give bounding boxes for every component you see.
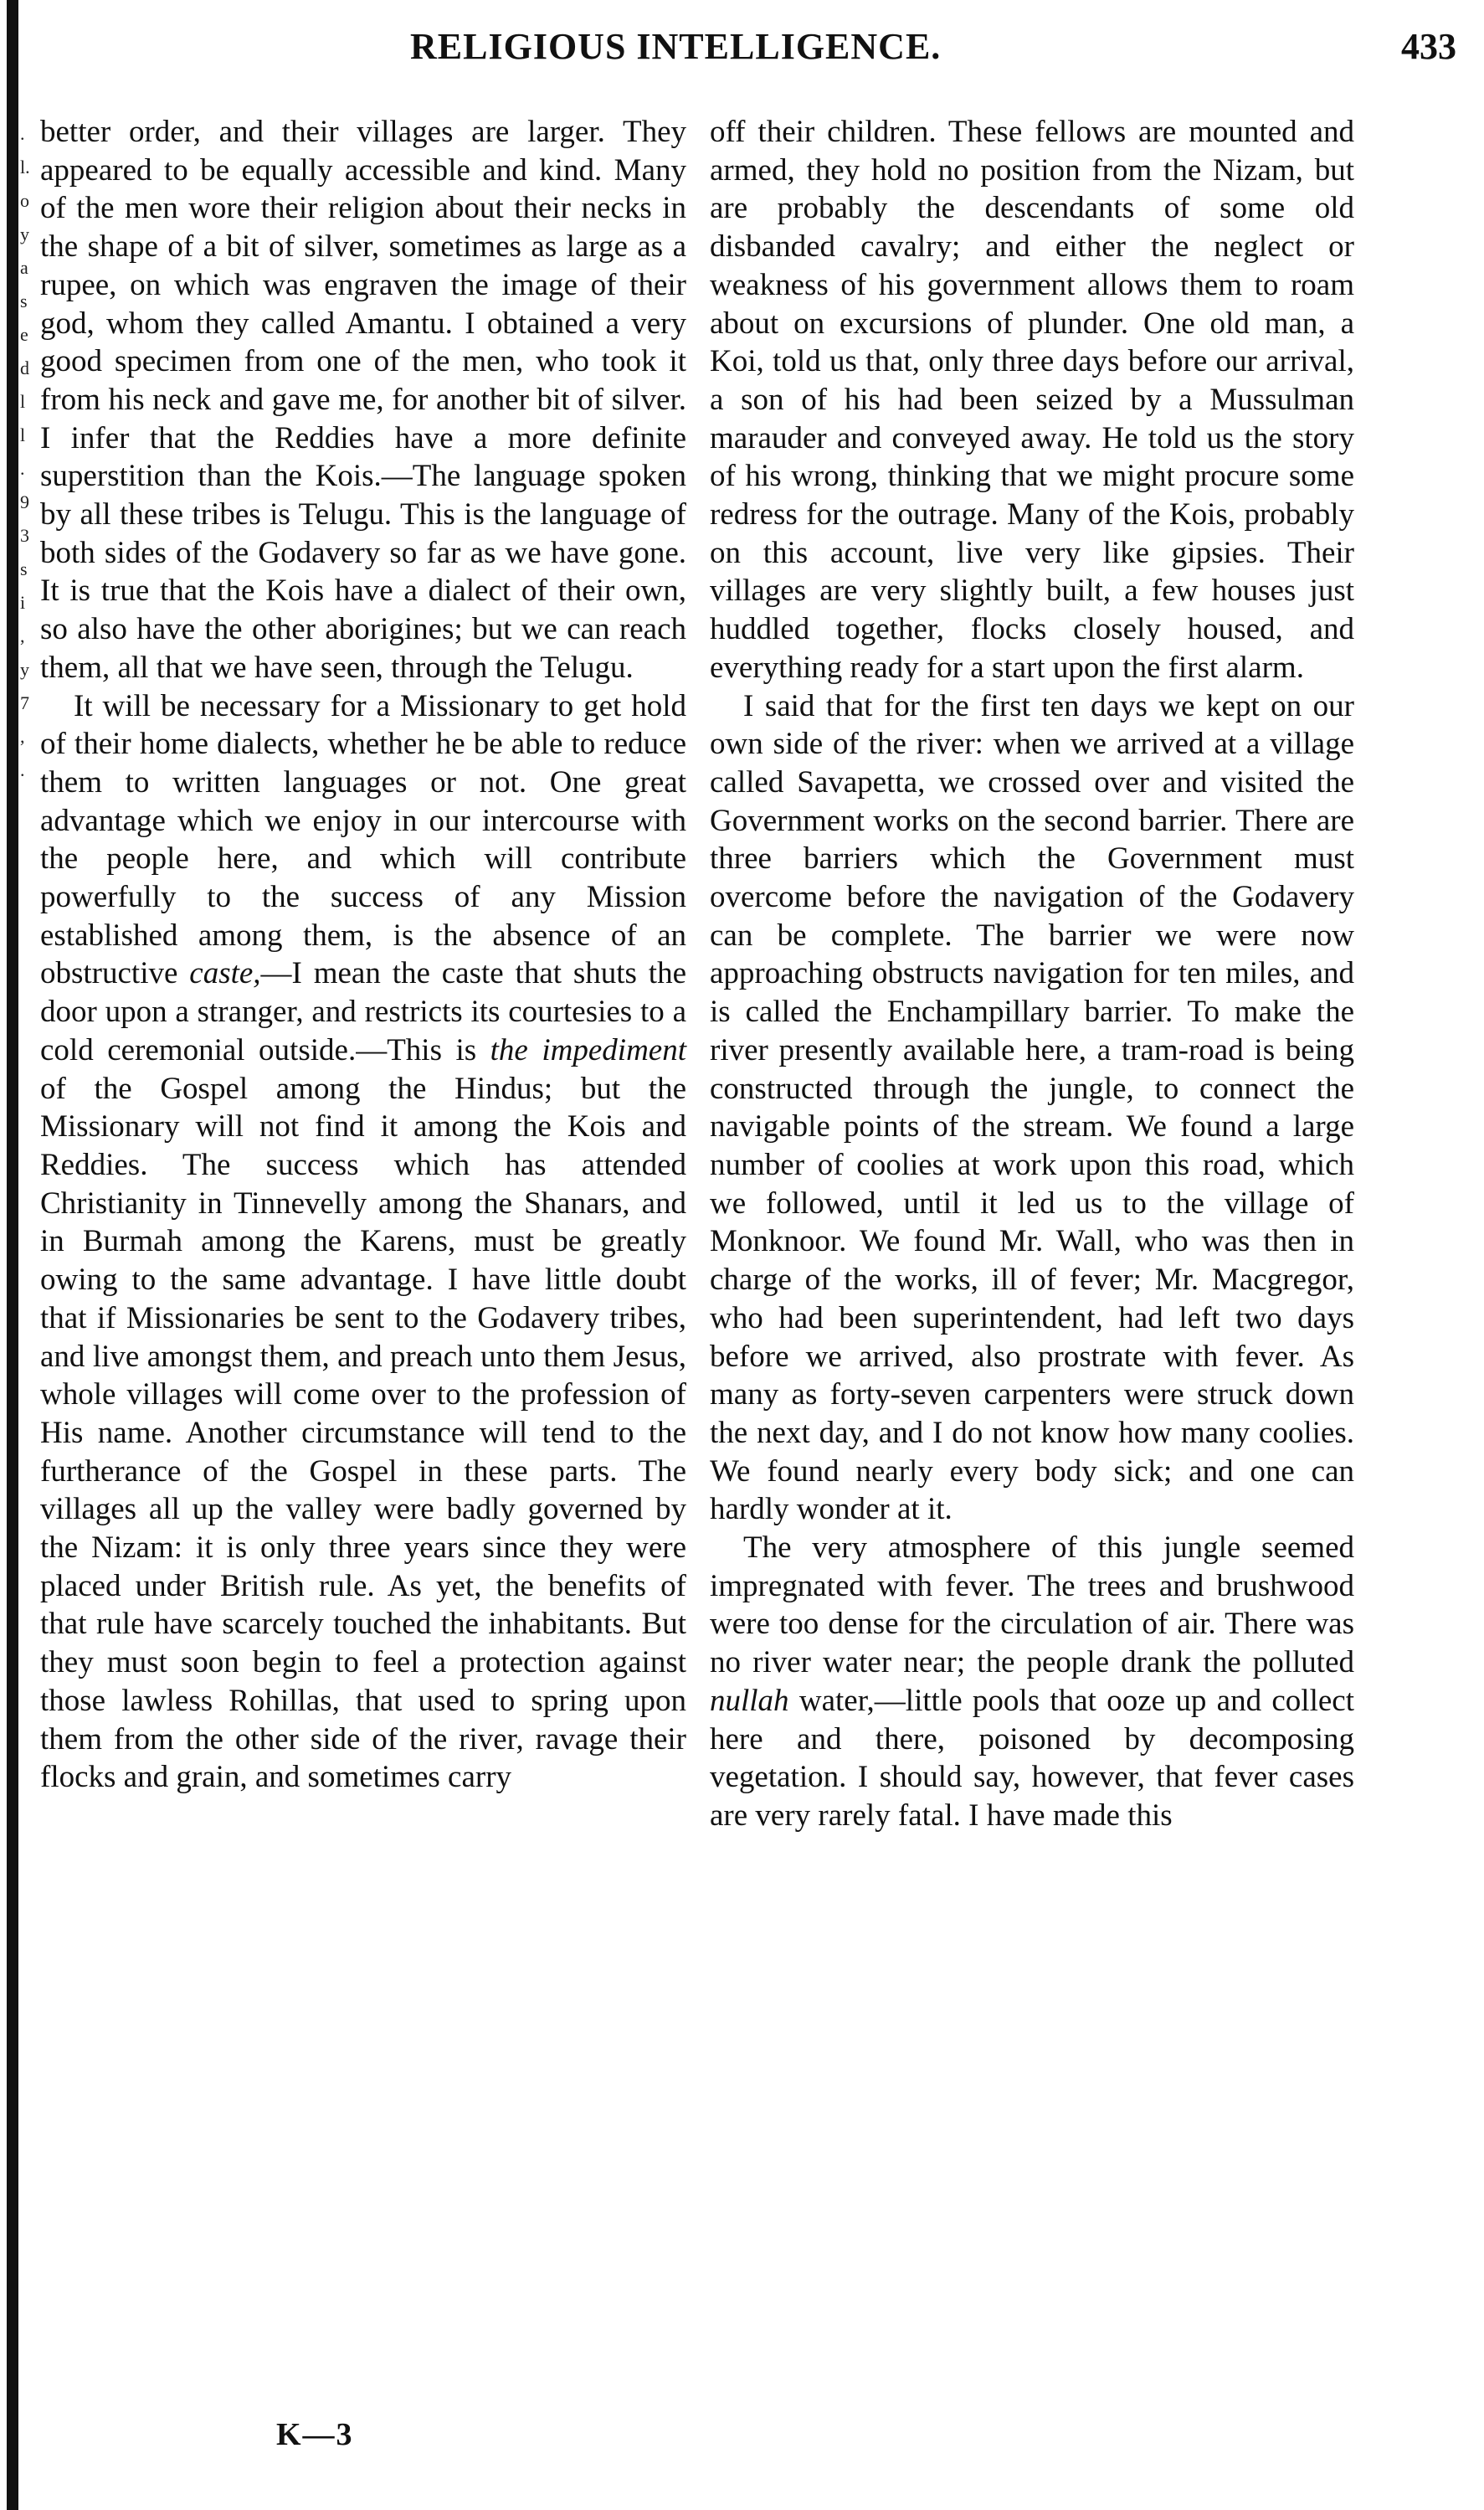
left-p2-text-c: of the Gospel among the Hindus; but the Missionary will not find it among the Kois and Reddies. The success which has attended Christianity in Tinnevelly among the Shanars, and in Burmah among the Karens, must be greatly owing to the same advantage. I have little doubt that if Missionaries be sent to the Godavery tribes, and live amongst them, and preach unto them Jesus, whole villages will come over to the profession of His name. Another circumstance will tend to the furtherance of the Gospel in these parts. The villages all up the valley were badly governed by the Nizam: it is only three years since they were placed under British rule. As yet, the benefits of that rule have scarcely touched the inhabitants. But they must soon begin to feel a protection against those lawless Rohillas, that used to spring upon them from the other side of the river, ravage their flocks and grain, and sometimes carry bbox=[40, 1071, 686, 1795]
left-p2-text-a: It will be necessary for a Missionary to get hold of their home dialects, whether he be able to reduce them to written languages or not. One great advantage which we enjoy in our intercourse with the people here, and which will contribute powerfully to the success of any Mission established among them, is the absence of an obstructive bbox=[40, 688, 686, 991]
gutter-mark: . bbox=[20, 458, 25, 479]
right-p3-text-b: water,—little pools that ooze up and collect here and there, poisoned by decomposing vegetation. I should say, however, that fever cases are very rarely fatal. I have made this bbox=[710, 1683, 1354, 1833]
gutter-mark: l. bbox=[20, 157, 30, 177]
binding-rule bbox=[7, 0, 18, 2510]
gutter-mark: , bbox=[20, 726, 25, 747]
gutter-marks bbox=[20, 117, 42, 1457]
gutter-mark: y bbox=[20, 224, 29, 244]
impediment-emphasis: the impediment bbox=[490, 1032, 686, 1067]
gutter-mark: l bbox=[20, 424, 26, 445]
signature-mark: K—3 bbox=[276, 2417, 354, 2452]
gutter-mark: s bbox=[20, 558, 28, 579]
right-p3-text-a: The very atmosphere of this jungle seemed impregnated with fever. The trees and brushwood were too dense for the circulation of air. There was no river water near; the people drank the polluted bbox=[710, 1530, 1354, 1680]
gutter-mark: i bbox=[20, 592, 26, 613]
gutter-mark: e bbox=[20, 324, 28, 345]
left-paragraph-1: better order, and their villages are larger. They appeared to be equally accessible and kind. Many of the men wore their religion about their necks in the shape of a bit of silver, sometimes as large as a rupee, on which was engraven the image of their god, whom they called Amantu. I obtained a very good specimen from one of the men, who took it from his neck and gave me, for another bit of silver. I infer that the Reddies have a more definite superstition than the Kois.—The language spoken by all these tribes is Telugu. This is the language of both sides of the Godavery so far as we have gone. It is true that the Kois have a dialect of their own, so also have the other aborigines; but we can reach them, all that we have seen, through the Telugu. bbox=[40, 115, 686, 685]
right-paragraph-3 bbox=[710, 1529, 1354, 1835]
left-column bbox=[40, 113, 686, 1797]
gutter-mark: 3 bbox=[20, 525, 29, 546]
gutter-mark: 7 bbox=[20, 692, 29, 713]
left-p2-text-b: —I mean the caste that shuts the door upon a stranger, and restricts its courtesies to a cold ceremonial outside.—This is bbox=[40, 956, 687, 1067]
page-number: 433 bbox=[1401, 26, 1456, 67]
gutter-mark: . bbox=[20, 759, 25, 780]
gutter-mark: d bbox=[20, 357, 29, 378]
right-paragraph-1: off their children. These fellows are mounted and armed, they hold no position from the Nizam, but are probably the descendants of some old disbanded cavalry; and either the neglect or weakness of his government allows them to roam about on excursions of plunder. One old man, a Koi, told us that, only three days before our arrival, a son of his had been seized by a Mussulman marauder and conveyed away. He told us the story of his wrong, thinking that we might procure some redress for the outrage. Many of the Kois, probably on this account, live very like gipsies. Their villages are very slightly built, a few houses just huddled together, flocks closely housed, and everything ready for a start upon the first alarm. bbox=[710, 115, 1354, 685]
gutter-mark: , bbox=[20, 625, 25, 646]
caste-emphasis: caste, bbox=[189, 956, 261, 991]
running-head: RELIGIOUS INTELLIGENCE. bbox=[410, 26, 942, 67]
page-header bbox=[33, 25, 1473, 75]
nullah-emphasis: nullah bbox=[710, 1683, 789, 1718]
gutter-mark: . bbox=[20, 123, 25, 144]
gutter-mark: a bbox=[20, 257, 28, 278]
right-column bbox=[710, 113, 1354, 1835]
gutter-mark: o bbox=[20, 190, 29, 211]
gutter-mark: y bbox=[20, 659, 29, 680]
right-paragraph-2: I said that for the first ten days we kept on our own side of the river: when we arrived at a village called Savapetta, we crossed over and visited the Government works on the second barrier. There are three barriers which the Government must overcome before the navigation of the Godavery can be complete. The barrier we were now approaching obstructs navigation for ten miles, and is called the Enchampillary barrier. To make the river presently available here, a tram-road is being constructed through the jungle, to connect the navigable points of the stream. We found a large number of coolies at work upon this road, which we followed, until it led us to the village of Monknoor. We found Mr. Wall, who was then in charge of the works, ill of fever; Mr. Macgregor, who had been superintendent, had left two days before we arrived, also prostrate with fever. As many as forty-seven carpenters were struck down the next day, and I do not know how many coolies. We found nearly every body sick; and one can hardly wonder at it. bbox=[710, 688, 1354, 1527]
gutter-mark: l bbox=[20, 391, 26, 412]
gutter-mark: 9 bbox=[20, 491, 29, 512]
gutter-mark: s bbox=[20, 291, 28, 311]
left-paragraph-2 bbox=[40, 687, 686, 1797]
